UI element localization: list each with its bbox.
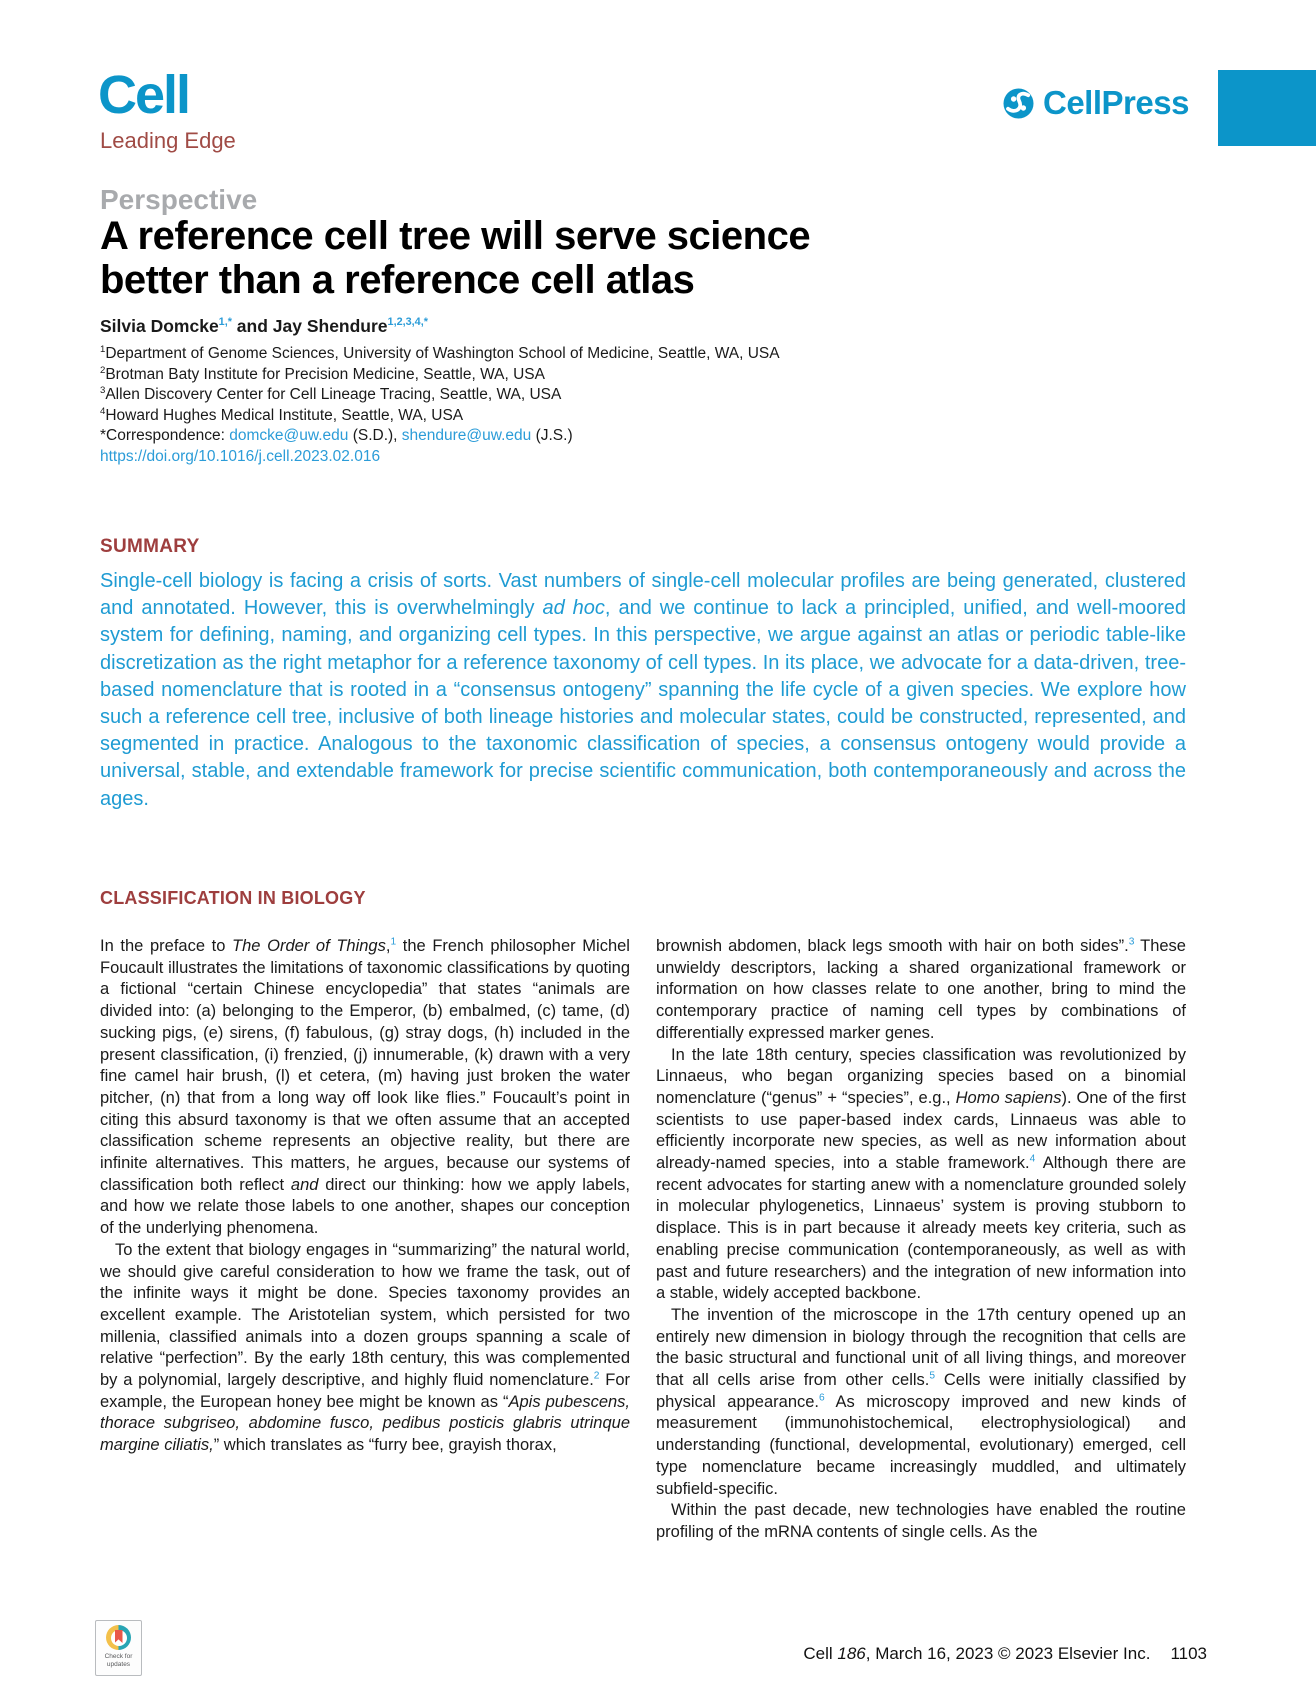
publisher-logo-text: CellPress	[1043, 84, 1189, 121]
affiliation-3: $^3$Allen Discovery Center for Cell Lineage Tracing, Seattle, WA, USA	[100, 384, 562, 403]
footer-citation	[803, 1644, 1207, 1664]
bookmark-icon	[115, 1630, 123, 1643]
hyperlink[interactable]: https://doi.org/10.1016/j.cell.2023.02.016	[100, 447, 381, 465]
reference-link[interactable]: 5	[929, 1370, 936, 1382]
authors-line: Silvia Domcke$^{1,*}$ and Jay Shendure$^{1,2,3,4,*}$	[100, 316, 428, 336]
cellpress-swirl-icon	[1002, 87, 1035, 120]
correspondence-line: *Correspondence: domcke@uw.edu (S.D.), shendure@uw.edu (J.S.)	[100, 427, 573, 444]
body-paragraph: brownish abdomen, black legs smooth with hair on both sides”.$^3$ These unwieldy descriptors, lacking a shared organizational framework or information on how classes relate to one another, bring to mind the contemporary practice of naming cell types by combinations of differentially expressed marker genes.	[656, 936, 1186, 1042]
title-line-2: better than a reference cell atlas	[100, 258, 695, 302]
title-line-1: A reference cell tree will serve science	[100, 214, 811, 258]
corner-accent-square	[1218, 70, 1316, 146]
reference-link[interactable]: 1	[390, 936, 397, 948]
body-paragraph: Within the past decade, new technologies have enabled the routine profiling of the mRNA contents of single cells. As the	[656, 1501, 1186, 1541]
affiliation-4: $^4$Howard Hughes Medical Institute, Seattle, WA, USA	[100, 405, 464, 424]
right-column	[656, 936, 1186, 1544]
section-heading: CLASSIFICATION IN BIOLOGY	[100, 888, 366, 908]
summary-body: Single-cell biology is facing a crisis of sorts. Vast numbers of single-cell molecular profiles are being generated, clustered and annotated. However, this is overwhelmingly ad hoc, and we continue to lack a principled, unified, and well-moored system for defining, naming, and organizing cell types. In this perspective, we argue against an atlas or periodic table-like discretization as the right metaphor for a reference taxonomy of cell types. In its place, we advocate for a data-driven, tree-based nomenclature that is rooted in a “consensus ontogeny” spanning the life cycle of a given species. We explore how such a reference cell tree, inclusive of both lineage histories and molecular states, could be constructed, represented, and segmented in practice. Analogous to the taxonomic classification of species, a consensus ontogeny would provide a universal, stable, and extendable framework for precise scientific communication, both contemporaneously and across the ages.	[100, 570, 1186, 810]
page-title	[100, 214, 810, 302]
check-updates-icon	[106, 1625, 131, 1650]
publisher-logo	[1002, 84, 1189, 122]
body-paragraph: In the preface to The Order of Things,$^1$ the French philosopher Michel Foucault illustrates the limitations of taxonomic classifications by quoting a fictional “certain Chinese encyclopedia” that states “animals are divided into: (a) belonging to the Emperor, (b) embalmed, (c) tame, (d) sucking pigs, (e) sirens, (f) fabulous, (g) stray dogs, (h) included in the present classification, (i) frenzied, (j) innumerable, (k) drawn with a very fine camel hair brush, (l) et cetera, (m) having just broken the water pitcher, (n) that from a long way off look like flies.” Foucault’s point in citing this absurd taxonomy is that we often assume that an accepted classification scheme represents an objective reality, but there are infinite alternatives. This matters, he argues, because our systems of classification both reflect and direct our thinking: how we apply labels, and how we relate those labels to one another, shapes our conception of the underlying phenomena.	[100, 936, 630, 1238]
summary-heading: SUMMARY	[100, 536, 200, 557]
body-paragraph: The invention of the microscope in the 17th century opened up an entirely new dimension in biology through the recognition that cells are the basic structural and functional unit of all living things, and moreover that all cells arise from other cells.$^5$ Cells were initially classified by physical appearance.$^6$ As microscopy improved and new kinds of measurement (immunohistochemical, electrophysiological) and understanding (functional, developmental, evolutionary) emerged, cell type nomenclature became increasingly muddled, and ultimately subfield-specific.	[656, 1305, 1187, 1498]
citation-text: Cell 186, March 16, 2023 © 2023 Elsevier Inc.	[803, 1644, 1151, 1663]
journal-logo: Cell	[98, 65, 190, 125]
hyperlink[interactable]: domcke@uw.edu	[229, 427, 349, 444]
journal-edition-label: Leading Edge	[100, 128, 236, 153]
page-number: 1103	[1170, 1644, 1207, 1663]
article-kicker: Perspective	[100, 184, 258, 215]
check-for-updates-badge[interactable]	[95, 1620, 142, 1676]
reference-link[interactable]: 3	[1128, 936, 1135, 948]
reference-link[interactable]: 1,2,3,4,*	[387, 316, 428, 329]
article-body	[100, 936, 1186, 1544]
reference-link[interactable]: 4	[1029, 1153, 1036, 1165]
left-column	[100, 936, 630, 1544]
affiliations-block	[100, 344, 780, 467]
reference-link[interactable]: 2	[593, 1370, 600, 1382]
reference-link[interactable]: 1,*	[218, 316, 232, 329]
hyperlink[interactable]: shendure@uw.edu	[401, 427, 532, 444]
reference-link[interactable]: 6	[819, 1392, 825, 1404]
check-updates-label: Check for updates	[104, 1653, 133, 1668]
doi-link[interactable]	[100, 447, 780, 468]
body-paragraph: To the extent that biology engages in “summarizing” the natural world, we should give careful consideration to how we frame the task, out of the infinite ways it might be done. Species taxonomy provides an excellent example. The Aristotelian system, which persisted for two millenia, classified animals into a dozen groups spanning a scale of relative “perfection”. By the early 18th century, this was complemented by a polynomial, largely descriptive, and highly fluid nomenclature.$^2$ For example, the European honey bee might be known as “Apis pubescens, thorace subgriseo, abdomine fusco, pedibus posticis glabris utrinque margine ciliatis,” which translates as “furry bee, grayish thorax,	[100, 1240, 631, 1455]
affiliation-1: $^1$Department of Genome Sciences, University of Washington School of Medicine, Seattle, WA, USA	[100, 343, 780, 362]
affiliation-2: $^2$Brotman Baty Institute for Precision Medicine, Seattle, WA, USA	[100, 364, 545, 383]
body-paragraph: In the late 18th century, species classification was revolutionized by Linnaeus, who began organizing species based on a binomial nomenclature (“genus” + “species”, e.g., Homo sapiens). One of the first scientists to use paper-based index cards, Linnaeus was able to efficiently incorporate new species, as well as new information about already-named species, into a stable framework.$^4$ Although there are recent advocates for starting anew with a nomenclature grounded solely in molecular phylogenetics, Linnaeus’ system is proving stubborn to displace. This is in part because it already meets key criteria, such as enabling precise communication (contemporaneously, as well as with past and future researchers) and the integration of new information into a stable, widely accepted backbone.	[656, 1045, 1186, 1303]
